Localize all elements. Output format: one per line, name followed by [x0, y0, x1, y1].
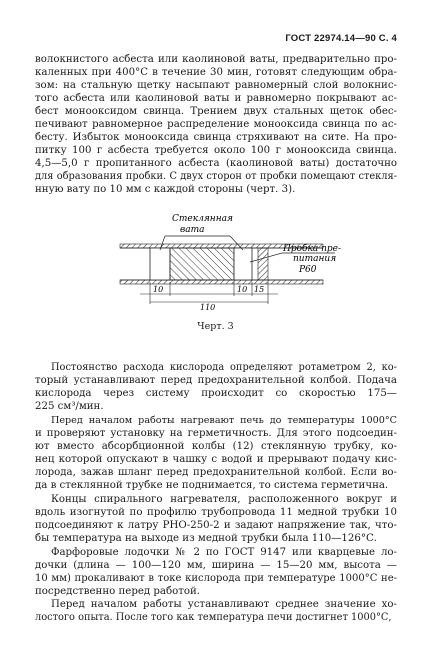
label-glass-wool-2: вата [180, 225, 205, 235]
paragraph-3 [35, 414, 397, 492]
figure-caption: Черт. 3 [197, 321, 234, 332]
text-line: лорода, зажав шланг перед предохранительной колбой. Если во- [35, 467, 397, 478]
glass-wool-right [234, 248, 252, 280]
text-line: посредственно перед работой. [35, 586, 201, 597]
text-line: лостого опыта. После того как температура печи достигнет 1000°С, [35, 612, 392, 623]
text-line: зом: на стальную щетку насыпают равномерный слой волокнис- [35, 80, 397, 91]
text-line: каленных при 400°С в течение 30 мин, готовят следующим обра- [35, 67, 397, 78]
paragraph-1 [35, 53, 397, 196]
text-line: да в стеклянной трубке не поднимается, то система герметична. [35, 480, 389, 491]
text-line: и проверяют установку на герметичность. Для этого подсоедин- [35, 428, 397, 439]
text-line: нец которой опускают в чашку с водой и прерывают подачу кис- [35, 454, 397, 465]
text-line: волокнистого асбеста или каолиновой ваты, предварительно про- [35, 54, 397, 65]
text-line: питку 100 г асбеста требуется около 100 г монооксида свинца. [35, 145, 397, 156]
text-line: кислорода через систему происходит со скоростью 175— [35, 388, 397, 399]
text-line: Концы спирального нагревателя, расположенного вокруг и [51, 494, 397, 505]
label-glass-wool-1: Стеклянная [172, 214, 233, 224]
label-plug-3: Р60 [299, 265, 317, 275]
text-line: Постоянство расхода кислорода определяют ротаметром 2, ко- [51, 362, 397, 373]
text-line: Перед началом работы нагревают печь до температуры 1000°С [51, 415, 397, 426]
text-line: бест монооксидом свинца. Трением двух стальных щеток обес- [35, 106, 397, 117]
asbestos-plug [170, 248, 234, 280]
dim-mid: 10 [237, 285, 248, 294]
tube-end [258, 248, 268, 280]
glass-wool-left [150, 248, 170, 280]
figure-3-diagram [0, 204, 431, 314]
text-line: 10 мм) прокаливают в токе кислорода при температуре 1000°С не- [35, 573, 397, 584]
text-line: 4,5—5,0 г пропитанного асбеста (каолиновой ваты) достаточно [35, 158, 397, 169]
text-line: печивают равномерное распределение монооксида свинца по ас- [35, 119, 397, 130]
paragraph-5 [35, 546, 397, 598]
text-line: нную вату по 10 мм с каждой стороны (черт. 3). [35, 184, 296, 195]
text-line: бы температура на выходе из медной трубки была 110—126°С. [35, 533, 377, 544]
text-line: того асбеста или каолиновой ваты и равномерно покрывают ас- [35, 93, 397, 104]
text-line: Перед началом работы устанавливают среднее значение хо- [51, 599, 397, 610]
text-line: для образования пробки. С двух сторон от пробки помещают стекля- [35, 171, 397, 182]
paragraph-4 [35, 493, 397, 545]
text-line: Фарфоровые лодочки № 2 по ГОСТ 9147 или кварцевые ло- [51, 547, 397, 558]
text-line: 225 см³/мин. [35, 401, 104, 412]
text-line: вдоль изогнутой по профилю трубопровода 11 медной трубки 10 [35, 507, 397, 518]
paragraph-2 [35, 361, 397, 413]
label-plug-1: Пробка пре- [283, 244, 342, 254]
dim-right: 15 [254, 285, 265, 294]
text-line: торый устанавливают перед предохранительной колбой. Подача [35, 375, 397, 386]
text-line: бесту. Избыток монооксида свинца стряхивают на сите. На про- [35, 132, 397, 143]
text-line: подсоединяют к латру РНО-250-2 и задают напряжение так, что- [35, 520, 397, 531]
page-header: ГОСТ 22974.14—90 С. 4 [285, 33, 397, 44]
paragraph-6 [35, 598, 397, 624]
dim-total: 110 [200, 303, 216, 312]
text-line: дочки (длина — 100—120 мм, ширина — 15—20 мм, высота — [35, 560, 397, 571]
label-plug-2: питания [293, 254, 337, 264]
text-line: ют вместо абсорбционной колбы (12) стеклянную трубку, ко- [35, 441, 397, 452]
dim-left: 10 [153, 285, 164, 294]
